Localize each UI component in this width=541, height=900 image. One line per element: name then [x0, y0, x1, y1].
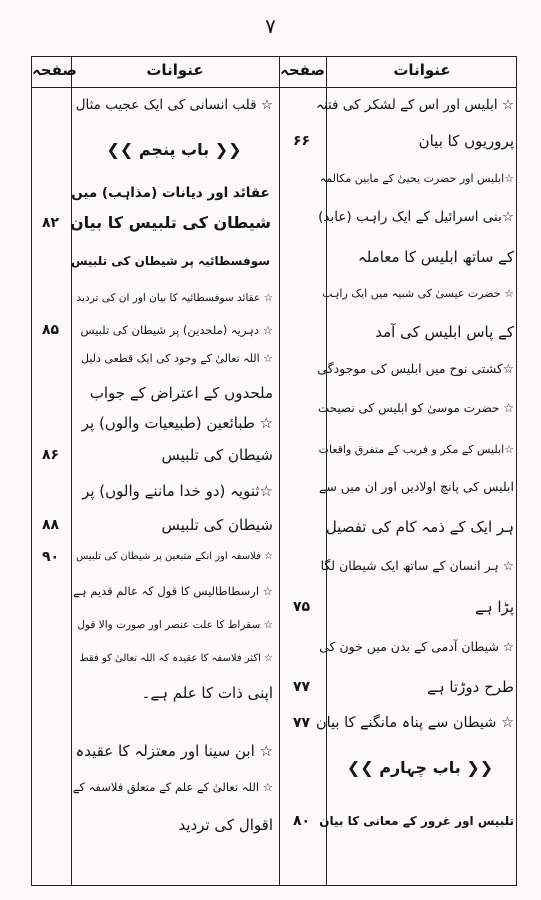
entry-left-12: شیطان کی تلبیس: [161, 516, 273, 534]
page-left-3: ۸۲: [41, 215, 60, 231]
entry-left-16: ☆ اکثر فلاسفہ کا عقیدہ کہ اللہ تعالیٰ کو فقط: [79, 653, 273, 664]
entry-right-0: ☆ ابلیس اور اس کے لشکر کی فتنہ: [315, 97, 514, 113]
chapter-five-heading: ❮❮ باب پنجم ❯❯: [106, 140, 242, 159]
chapter-four-title: باب چہارم: [379, 758, 461, 777]
entry-left-7: ☆ اللہ تعالیٰ کے وجود کی ایک قطعی دلیل: [81, 352, 273, 365]
entry-right-9: ☆ابلیس کے مکر و فریب کے متفرق واقعات: [318, 443, 514, 456]
header-titles-right: عنوانات: [393, 61, 451, 79]
entry-right-12: ☆ ہر انسان کے ساتھ ایک شیطان لگا: [320, 558, 514, 573]
entry-right-10: ابلیس کی پانچ اولادیں اور ان میں سے: [319, 479, 514, 494]
page-left-13: ۹۰: [41, 549, 60, 565]
chapter-four-heading: ❮❮ باب چہارم ❯❯: [346, 758, 494, 777]
entry-left-3: شیطان کی تلبیس کا بیان: [69, 213, 272, 232]
entry-left-19: ☆ اللہ تعالیٰ کے علم کے متعلق فلاسفہ کے: [72, 780, 273, 794]
entry-left-18: ☆ ابن سینا اور معتزلہ کا عقیدہ: [75, 742, 273, 760]
entry-left-20: اقوال کی تردید: [178, 816, 273, 834]
page-right-16: ۷۷: [292, 715, 311, 731]
entry-right-7: ☆کشتی نوح میں ابلیس کی موجودگی: [317, 361, 514, 376]
page-right-13: ۷۵: [292, 599, 311, 615]
page-right-15: ۷۷: [292, 679, 311, 695]
entry-right-1: پروریوں کا بیان: [418, 132, 514, 150]
page-right-18: ۸۰: [292, 813, 311, 829]
entry-right-2: ☆ابلیس اور حضرت یحییٰ کے مابین مکالمہ: [319, 172, 514, 185]
page-number: ۷: [265, 14, 276, 38]
entry-left-4: سوفسطائیہ پر شیطان کی تلبیس: [70, 254, 271, 268]
header-pages-left: صفحہ: [32, 61, 77, 79]
entry-right-8: ☆ حضرت موسیٰ کو ابلیس کی نصیحت: [317, 401, 514, 415]
entry-right-11: ہر ایک کے ذمہ کام کی تفصیل: [325, 518, 514, 536]
entry-left-0: ☆ قلب انسانی کی ایک عجیب مثال: [75, 97, 273, 113]
entry-right-16: ☆ شیطان سے پناہ مانگنے کا بیان: [315, 715, 514, 731]
divider-middle: [279, 57, 280, 885]
entry-left-17: اپنی ذات کا علم ہے۔: [141, 684, 273, 702]
entry-right-13: پڑا ہے: [475, 598, 514, 616]
entry-left-15: ☆ سقراط کا علت عنصر اور صورت والا قول: [77, 619, 273, 631]
page-left-10: ۸۶: [41, 447, 60, 463]
header-titles-left: عنوانات: [146, 61, 204, 79]
entry-left-8: ملحدوں کے اعتراض کے جواب: [89, 384, 273, 402]
entry-right-14: ☆ شیطان آدمی کے بدن میں خون کی: [319, 639, 514, 654]
entry-left-10: شیطان کی تلبیس: [161, 446, 273, 464]
entry-left-9: ☆ طبائعین (طبیعیات والوں) پر: [81, 414, 273, 432]
header-pages-right: صفحہ: [280, 61, 325, 79]
entry-left-6: ☆ دہریہ (ملحدین) پر شیطان کی تلبیس: [80, 323, 273, 337]
entry-left-14: ☆ ارسطاطالیس کا قول کہ عالم قدیم ہے: [73, 584, 273, 598]
page-left-12: ۸۸: [41, 517, 60, 533]
entry-right-6: کے پاس ابلیس کی آمد: [375, 323, 514, 341]
entry-left-13: ☆ فلاسفہ اور انکے متبعین پر شیطان کی تلبیس: [76, 551, 273, 562]
page-right-1: ۶۶: [292, 133, 311, 149]
entry-left-2: عقائد اور دیانات (مذاہب) میں: [71, 185, 270, 201]
entry-right-3: ☆بنی اسرائیل کے ایک راہب (عابد): [318, 209, 514, 225]
entry-right-18: تلبیس اور غرور کے معانی کا بیان: [319, 814, 514, 828]
entry-right-4: کے ساتھ ابلیس کا معاملہ: [357, 248, 514, 266]
page-left-6: ۸۵: [41, 322, 60, 338]
entry-left-11: ☆ثنویہ (دو خدا ماننے والوں) پر: [82, 482, 273, 500]
chapter-five-title: باب پنجم: [138, 140, 210, 159]
entry-right-15: طرح دوڑتا ہے: [427, 678, 514, 696]
entry-left-5: ☆ عقائد سوفسطائیہ کا بیان اور ان کی تردید: [76, 292, 273, 304]
entry-right-5: ☆ حضرت عیسیٰ کی شبیہ میں ایک راہب: [322, 287, 514, 300]
